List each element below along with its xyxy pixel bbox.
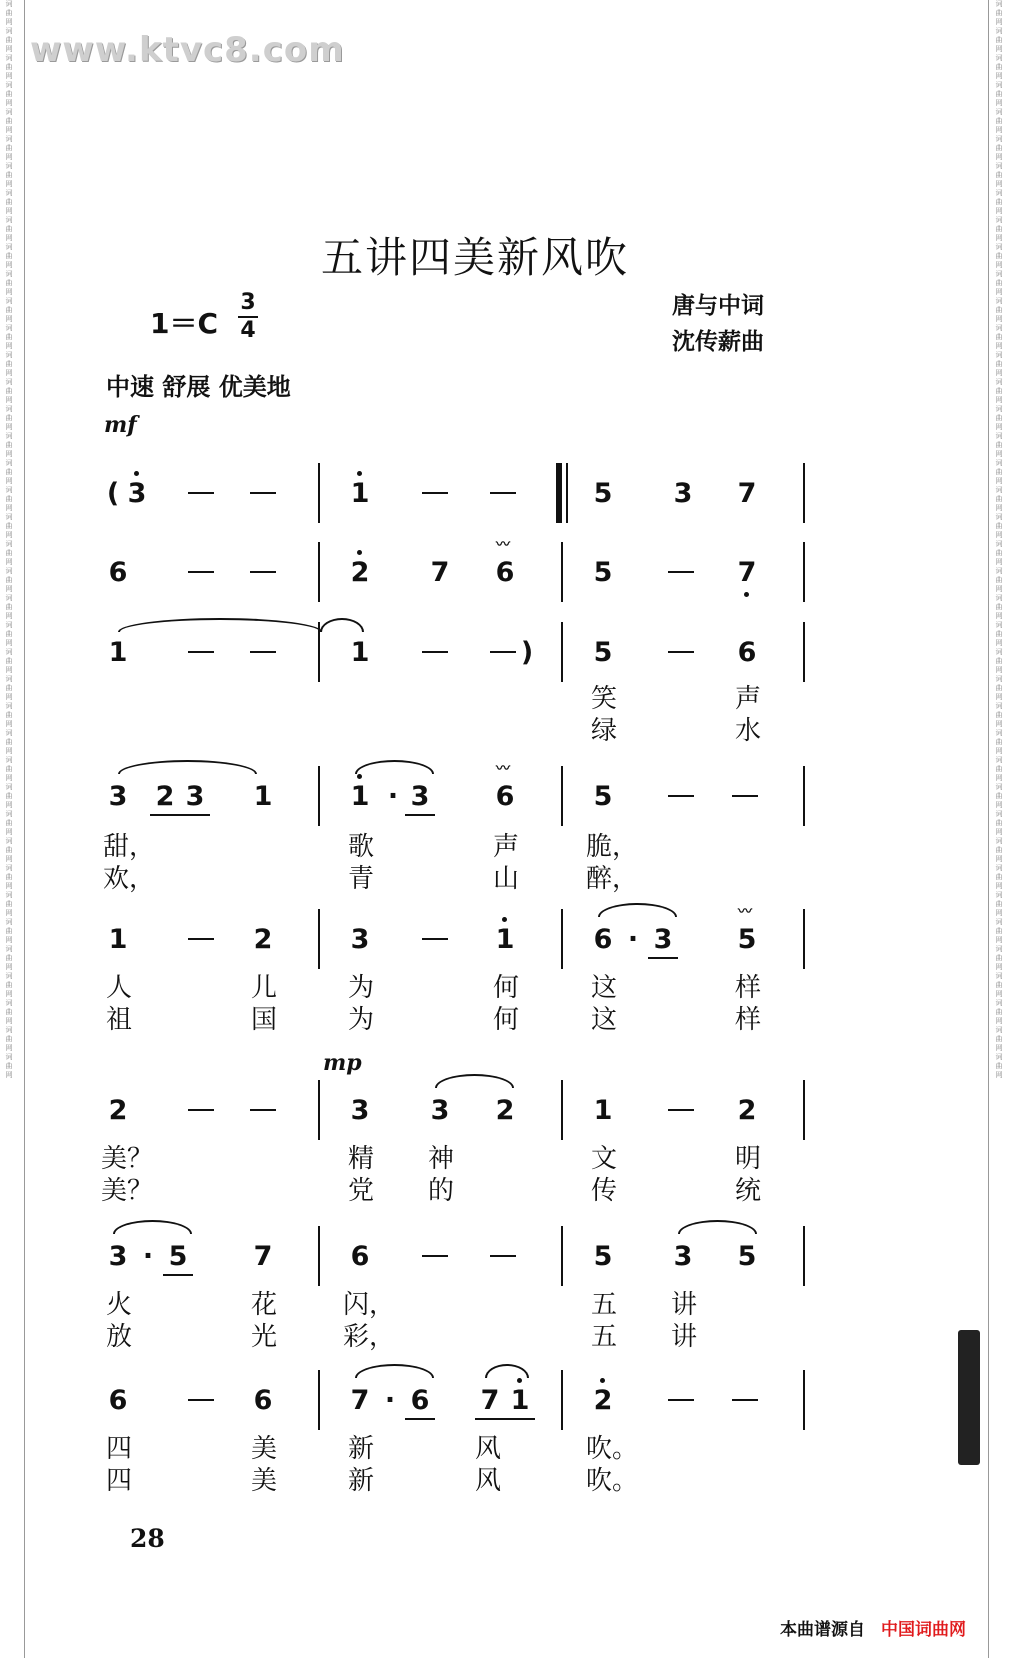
note: 3: [350, 924, 370, 955]
note: 1: [350, 781, 370, 812]
dash: [732, 795, 758, 797]
barline: [803, 1080, 805, 1140]
note: 2: [150, 780, 180, 816]
lyric: 脆，: [586, 832, 639, 862]
note: 3: [673, 478, 693, 509]
barline: [318, 463, 320, 523]
note: 7: [253, 1241, 273, 1272]
score-row-4: [0, 761, 950, 894]
score-row-8: [0, 1384, 950, 1496]
note: 5: [593, 637, 613, 668]
lyric: 党: [347, 1176, 374, 1206]
octave-dot: [517, 1378, 522, 1383]
octave-dot: [357, 550, 362, 555]
note: 2: [495, 1095, 515, 1126]
lyric: 四: [105, 1434, 132, 1464]
barline: [803, 909, 805, 969]
barline: [561, 909, 563, 969]
note: 7: [737, 557, 757, 588]
score-row-3: [0, 636, 950, 746]
note: 3: [405, 780, 435, 816]
slur: [678, 1220, 757, 1234]
dash: [668, 1109, 694, 1111]
dash: [490, 1255, 516, 1257]
note: 3: [180, 780, 210, 816]
lyric: 风: [474, 1466, 501, 1496]
lyric: 声: [734, 684, 761, 714]
song-title: 五讲四美新风吹: [320, 233, 629, 282]
lyric: 讲: [670, 1322, 697, 1352]
note: 1: [505, 1384, 535, 1420]
lyric: 吹。: [586, 1466, 639, 1496]
note: 1: [593, 1095, 613, 1126]
time-bottom: 4: [240, 318, 256, 343]
note: 6: [495, 781, 515, 812]
lyric: 何: [492, 1005, 519, 1035]
note: 1: [350, 478, 370, 509]
key-signature: 1＝C: [150, 307, 219, 340]
note: 1: [253, 781, 273, 812]
note: 2: [593, 1385, 613, 1416]
dash: [188, 938, 214, 940]
dash: [250, 492, 276, 494]
slur: [113, 1220, 192, 1234]
note: 3: [430, 1095, 450, 1126]
lyric: 讲: [670, 1290, 697, 1320]
note: 1: [350, 637, 370, 668]
lyric: 闪，: [343, 1290, 396, 1320]
lyric: 歌: [347, 832, 374, 862]
lyric: 火: [105, 1290, 132, 1320]
lyric: 人: [105, 973, 132, 1003]
tempo-marking: 中速 舒展 优美地: [106, 373, 291, 401]
lyric: 笑: [590, 684, 617, 714]
lyric: 甜，: [103, 832, 156, 862]
note: 5: [593, 478, 613, 509]
trill-mark: 〰: [496, 537, 510, 553]
lyricist: 唐与中词: [672, 293, 764, 319]
note: 5: [593, 1241, 613, 1272]
lyric: 祖: [105, 1005, 132, 1035]
score-row-7: [0, 1240, 950, 1352]
note: 6: [108, 1385, 128, 1416]
barline: [803, 622, 805, 682]
page-number: 28: [130, 1524, 165, 1553]
lyric: 精: [347, 1144, 374, 1174]
dot: ·: [142, 1241, 154, 1272]
note: 7: [430, 557, 450, 588]
octave-dot: [357, 774, 362, 779]
time-signature: [238, 292, 258, 342]
barline: [318, 909, 320, 969]
note: 6: [253, 1385, 273, 1416]
lyric: 五: [590, 1322, 617, 1352]
barline: [561, 622, 563, 682]
octave-dot: [134, 471, 139, 476]
note: 2: [737, 1095, 757, 1126]
barline: [561, 542, 563, 602]
lyric: 的: [427, 1176, 454, 1206]
note: 5: [737, 1241, 757, 1272]
time-top: 3: [240, 290, 256, 315]
octave-dot: [357, 471, 362, 476]
lyric: 样: [734, 973, 761, 1003]
lyric: 统: [734, 1176, 761, 1206]
note: 2: [108, 1095, 128, 1126]
lyric: 何: [492, 973, 519, 1003]
lyric: 欢，: [103, 864, 156, 894]
lyric: 声: [492, 832, 519, 862]
score-row-6: [0, 1094, 950, 1206]
note: 6: [108, 557, 128, 588]
lyric: 国: [250, 1005, 277, 1035]
dash: [250, 571, 276, 573]
note: 6: [350, 1241, 370, 1272]
lyric: 样: [734, 1005, 761, 1035]
lyric: 五: [590, 1290, 617, 1320]
lyric: 美: [250, 1466, 277, 1496]
dash: [422, 492, 448, 494]
barline: [561, 766, 563, 826]
lyric: 花: [250, 1290, 277, 1320]
lyric: 四: [105, 1466, 132, 1496]
dash: [188, 571, 214, 573]
note: 6: [495, 557, 515, 588]
dash: [490, 492, 516, 494]
barline: [561, 1370, 563, 1430]
barline: [566, 463, 568, 523]
lyric: 美: [250, 1434, 277, 1464]
lyric: 青: [347, 864, 374, 894]
dash: [668, 1399, 694, 1401]
lyric: 传: [590, 1176, 617, 1206]
left-watermark-strip: 词曲网词曲网词曲网词曲网词曲网词曲网词曲网词曲网词曲网词曲网词曲网词曲网词曲网词曲网词曲网词曲网词曲网词曲网词曲网词曲网词曲网词曲网词曲网词曲网词曲网词曲网词曲网词曲网词曲网词曲网词曲网词曲网词曲网词曲网词曲网词曲网词曲网词曲网词曲网词曲网: [5, 0, 13, 1079]
slur: [118, 760, 257, 774]
barline: [803, 1370, 805, 1430]
note: 3: [127, 478, 147, 509]
lyric: 风: [474, 1434, 501, 1464]
note: 1: [108, 637, 128, 668]
note: 7: [350, 1385, 370, 1416]
lyric: 文: [590, 1144, 617, 1174]
dot: ·: [627, 924, 639, 955]
barline: [318, 1226, 320, 1286]
score-row-1: [0, 477, 950, 557]
source-footer: [780, 1615, 966, 1640]
dash: [422, 1255, 448, 1257]
lyric: 山: [492, 864, 519, 894]
footer-label: 本曲谱源自: [780, 1620, 865, 1640]
right-watermark-strip: 词曲网词曲网词曲网词曲网词曲网词曲网词曲网词曲网词曲网词曲网词曲网词曲网词曲网词曲网词曲网词曲网词曲网词曲网词曲网词曲网词曲网词曲网词曲网词曲网词曲网词曲网词曲网词曲网词曲网词曲网词曲网词曲网词曲网词曲网词曲网词曲网词曲网词曲网词曲网词曲网: [995, 0, 1003, 1079]
lyric: 为: [347, 1005, 374, 1035]
lyric: 光: [250, 1322, 277, 1352]
lyric: 美？: [101, 1144, 154, 1174]
dash: [250, 651, 276, 653]
dash: [732, 1399, 758, 1401]
note: 7: [475, 1384, 505, 1420]
note: 3: [108, 1241, 128, 1272]
lyric: 为: [347, 973, 374, 1003]
note: 2: [253, 924, 273, 955]
lyric: 神: [427, 1144, 454, 1174]
slur: [485, 1364, 529, 1378]
composer: 沈传薪曲: [672, 329, 764, 355]
barline: [318, 622, 320, 682]
dash: [250, 1109, 276, 1111]
dynamic-mf: mf: [104, 412, 137, 438]
dash: [188, 492, 214, 494]
footer-site-link[interactable]: 中国词曲网: [881, 1620, 966, 1640]
dash: [422, 938, 448, 940]
trill-mark: 〰: [496, 761, 510, 777]
slur: [355, 1364, 434, 1378]
dynamic-mp: mp: [323, 1050, 362, 1076]
note: ): [520, 637, 534, 668]
lyric: 新: [347, 1434, 374, 1464]
octave-dot: [600, 1378, 605, 1383]
note: 1: [495, 924, 515, 955]
barline: [318, 1080, 320, 1140]
barline: [803, 463, 805, 523]
note: (: [106, 478, 120, 509]
dash: [668, 651, 694, 653]
dot: ·: [387, 781, 399, 812]
dash: [188, 1399, 214, 1401]
dash: [188, 651, 214, 653]
lyric: 绿: [590, 716, 617, 746]
dot: ·: [384, 1385, 396, 1416]
note: 6: [405, 1384, 435, 1420]
score-row-5: [0, 904, 950, 1035]
dash: [668, 795, 694, 797]
note: 3: [350, 1095, 370, 1126]
trill-mark: 〰: [738, 904, 752, 920]
note: 3: [673, 1241, 693, 1272]
dash: [668, 571, 694, 573]
note: 7: [737, 478, 757, 509]
note: 5: [593, 781, 613, 812]
note: 1: [108, 924, 128, 955]
dash: [188, 1109, 214, 1111]
octave-dot: [502, 917, 507, 922]
barline: [318, 1370, 320, 1430]
barline: [803, 1226, 805, 1286]
lyric: 醉，: [586, 864, 639, 894]
site-watermark: www.ktvc8.com: [30, 30, 345, 70]
lyric: 明: [734, 1144, 761, 1174]
barline: [561, 1080, 563, 1140]
dash: [422, 651, 448, 653]
lyric: 新: [347, 1466, 374, 1496]
lyric: 这: [590, 1005, 617, 1035]
note: 2: [350, 557, 370, 588]
lyric: 儿: [250, 973, 277, 1003]
lyric: 水: [734, 716, 761, 746]
note: 6: [593, 924, 613, 955]
barline: [318, 766, 320, 826]
barline: [803, 542, 805, 602]
credits: [672, 288, 764, 360]
slur: [435, 1074, 514, 1088]
barline: [803, 766, 805, 826]
lyric: 彩，: [343, 1322, 396, 1352]
lyric: 吹。: [586, 1434, 639, 1464]
slur: [598, 903, 677, 917]
barline: [561, 1226, 563, 1286]
right-margin-line: [988, 0, 989, 1658]
lyric: 放: [105, 1322, 132, 1352]
slur: [355, 760, 434, 774]
lyric: 美？: [101, 1176, 154, 1206]
note: 5: [163, 1240, 193, 1276]
barline: [318, 542, 320, 602]
scan-edge-mark: [958, 1330, 980, 1465]
octave-dot-below: [744, 592, 749, 597]
repeat-barline: [556, 463, 562, 523]
note: 3: [108, 781, 128, 812]
note: 5: [737, 924, 757, 955]
note: 5: [593, 557, 613, 588]
note: 6: [737, 637, 757, 668]
lyric: 这: [590, 973, 617, 1003]
note: 3: [648, 923, 678, 959]
